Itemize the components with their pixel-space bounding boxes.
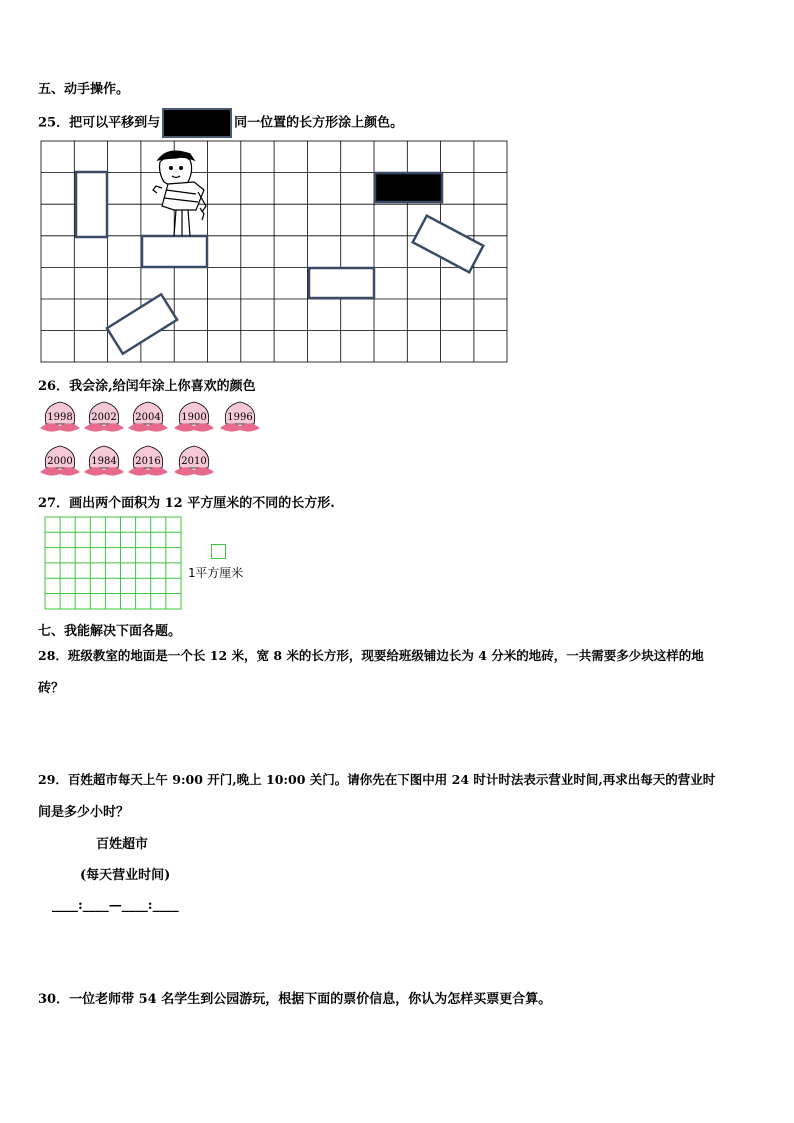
unit-square-label: 1平方厘米	[188, 566, 244, 580]
section-5-title: 五、动手操作。	[38, 82, 130, 97]
peach-year: 1900	[181, 412, 207, 423]
q25-prompt	[38, 108, 403, 138]
peach-year: 1996	[227, 412, 253, 423]
peach-icon[interactable]	[38, 442, 82, 478]
q29-line-2: 间是多少小时？	[38, 805, 130, 820]
q25-rect-rotated-left[interactable]	[107, 294, 177, 353]
peach-icon[interactable]	[172, 398, 216, 434]
q27-prompt: 27．画出两个面积为 12 平方厘米的不同的长方形.	[38, 496, 335, 511]
q30-prompt: 30．一位老师带 54 名学生到公园游玩，根据下面的票价信息，你认为怎样买票更合算。	[38, 992, 552, 1007]
peach-icon[interactable]	[126, 398, 170, 434]
q29-hours-blanks[interactable]: ____:____—____:____	[52, 898, 179, 913]
peach-icon[interactable]	[218, 398, 262, 434]
boy-illustration-icon	[153, 151, 206, 236]
q28-line-1: 28．班级教室的地面是一个长 12 米，宽 8 米的长方形，现要给班级铺边长为 4 分米的地砖，一共需要多少块这样的地	[38, 648, 704, 663]
peach-icon[interactable]	[82, 442, 126, 478]
q25-translation-grid	[40, 140, 510, 365]
unit-square-icon	[211, 544, 226, 559]
q25-rect-filled	[375, 173, 442, 202]
q25-rect-horizontal-b[interactable]	[309, 268, 374, 298]
peach-year: 2002	[91, 412, 117, 423]
q26-prompt: 26．我会涂,给闰年涂上你喜欢的颜色	[38, 379, 256, 394]
q25-text-before: 25．把可以平移到与	[38, 115, 161, 131]
q25-rect-horizontal-a[interactable]	[142, 236, 207, 267]
peach-year: 1984	[91, 456, 117, 467]
q29-line-1: 29．百姓超市每天上午 9:00 开门,晚上 10:00 关门。请你先在下图中用 24 时计时法表示营业时间,再求出每天的营业时	[38, 772, 716, 787]
peach-year: 1998	[47, 412, 73, 423]
peach-year: 2000	[47, 456, 73, 467]
q25-rect-vertical[interactable]	[76, 172, 107, 237]
q29-store-name: 百姓超市	[96, 837, 149, 852]
q29-hours-label: (每天营业时间)	[80, 868, 171, 883]
peach-year: 2004	[135, 412, 161, 423]
q27-square-grid[interactable]	[44, 516, 184, 612]
q28-line-2: 砖？	[38, 681, 65, 696]
peach-icon[interactable]	[126, 442, 170, 478]
peach-icon[interactable]	[82, 398, 126, 434]
q25-reference-rect	[162, 108, 232, 138]
section-7-title: 七、我能解决下面各题。	[38, 624, 182, 639]
q25-text-after: 同一位置的长方形涂上颜色。	[234, 115, 404, 131]
peach-year: 2016	[135, 456, 161, 467]
peach-icon[interactable]	[172, 442, 216, 478]
peach-icon[interactable]	[38, 398, 82, 434]
peach-year: 2010	[181, 456, 207, 467]
q25-rect-rotated-right[interactable]	[413, 216, 484, 273]
